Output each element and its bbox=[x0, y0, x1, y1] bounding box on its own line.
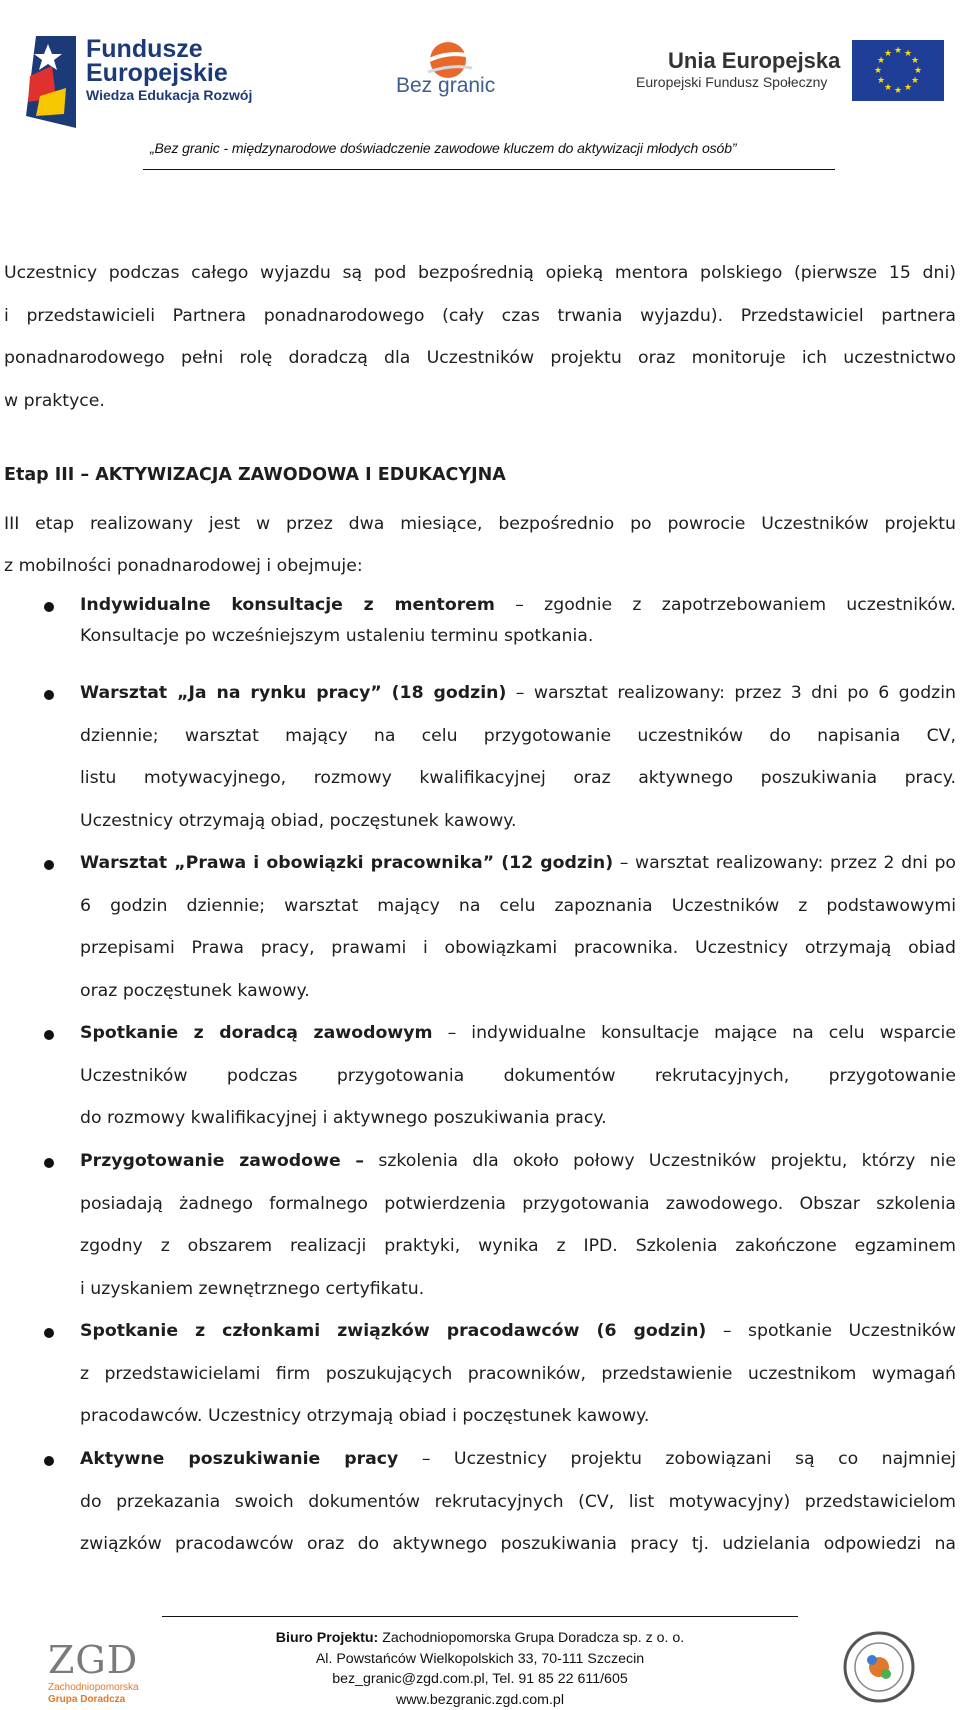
item-text: związków pracodawców oraz do aktywnego poszukiwania pracy tj. udzielania odpowiedzi na bbox=[80, 1523, 956, 1566]
header-divider bbox=[143, 169, 835, 170]
bullet-icon bbox=[44, 690, 54, 700]
svg-text:★: ★ bbox=[894, 86, 902, 96]
svg-text:★: ★ bbox=[884, 83, 892, 93]
svg-text:★: ★ bbox=[904, 83, 912, 93]
item-title: Aktywne poszukiwanie pracy bbox=[80, 1449, 398, 1469]
item-text: listu motywacyjnego, rozmowy kwalifikacyjnej oraz aktywnego poszukiwania pracy. bbox=[80, 757, 956, 800]
footer-email-phone: bez_granic@zgd.com.pl, Tel. 91 85 22 611/605 bbox=[200, 1669, 760, 1690]
paragraph-line: w praktyce. bbox=[4, 380, 956, 423]
eu-flag-icon bbox=[852, 40, 944, 101]
paragraph-line: i przedstawicieli Partnera ponadnarodowego (cały czas trwania wyjazdu). Przedstawiciel partnera bbox=[4, 295, 956, 338]
list-item bbox=[80, 590, 956, 652]
project-tagline: „Bez granic - międzynarodowe doświadczenie zawodowe kluczem do aktywizacji młodych osób” bbox=[150, 140, 736, 156]
fe-logo-line1: Fundusze bbox=[86, 36, 203, 63]
item-title: Przygotowanie zawodowe – bbox=[80, 1151, 364, 1171]
bullet-icon bbox=[44, 860, 54, 870]
zgd-logo-subtitle: Zachodniopomorska bbox=[48, 1682, 139, 1693]
item-text: do rozmowy kwalifikacyjnej i aktywnego poszukiwania pracy. bbox=[80, 1097, 956, 1140]
intro-paragraph bbox=[4, 252, 956, 422]
item-text: – Uczestnicy projektu zobowiązani są co najmniej bbox=[422, 1449, 956, 1469]
bullet-icon bbox=[44, 1158, 54, 1168]
item-text: przepisami Prawa pracy, prawami i obowiązkami pracownika. Uczestnicy otrzymają obiad bbox=[80, 927, 956, 970]
item-text: dziennie; warsztat mający na celu przygotowanie uczestników do napisania CV, bbox=[80, 715, 956, 758]
item-text: oraz poczęstunek kawowy. bbox=[80, 970, 956, 1013]
paragraph-line: III etap realizowany jest w przez dwa miesiące, bezpośrednio po powrocie Uczestników projektu bbox=[4, 503, 956, 545]
list-item bbox=[80, 672, 956, 842]
svg-text:★: ★ bbox=[884, 49, 892, 59]
item-title: Warsztat „Ja na rynku pracy” (18 godzin) bbox=[80, 683, 506, 703]
item-text: pracodawców. Uczestnicy otrzymają obiad i poczęstunek kawowy. bbox=[80, 1395, 956, 1438]
svg-text:★: ★ bbox=[877, 76, 885, 86]
footer-divider bbox=[162, 1616, 798, 1617]
paragraph-line: z mobilności ponadnarodowej i obejmuje: bbox=[4, 545, 956, 587]
item-text: Uczestników podczas przygotowania dokumentów rekrutacyjnych, przygotowanie bbox=[80, 1055, 956, 1098]
item-text: – warsztat realizowany: przez 3 dni po 6 godzin bbox=[516, 683, 956, 703]
item-text: z przedstawicielami firm poszukujących pracowników, przedstawienie uczestnikom wymagań bbox=[80, 1353, 956, 1396]
section-heading: Etap III – AKTYWIZACJA ZAWODOWA I EDUKACYJNA bbox=[4, 465, 506, 485]
zgd-logo: ZGD bbox=[48, 1638, 138, 1682]
svg-text:★: ★ bbox=[894, 46, 902, 56]
bullet-icon bbox=[44, 1328, 54, 1338]
integration-centre-seal-icon bbox=[842, 1630, 916, 1704]
item-text: zgodny z obszarem realizacji praktyki, wynika z IPD. Szkolenia zakończone egzaminem bbox=[80, 1225, 956, 1268]
footer-contact bbox=[200, 1628, 760, 1710]
paragraph-line: ponadnarodowego pełni rolę doradczą dla Uczestników projektu oraz monitoruje ich uczestnictwo bbox=[4, 337, 956, 380]
svg-text:★: ★ bbox=[874, 66, 882, 76]
item-text: – warsztat realizowany: przez 2 dni po bbox=[620, 853, 956, 873]
ue-logo-subtitle: Europejski Fundusz Społeczny bbox=[636, 74, 827, 90]
fe-logo-line3: Wiedza Edukacja Rozwój bbox=[86, 87, 252, 103]
item-text: i uzyskaniem zewnętrznego certyfikatu. bbox=[80, 1268, 956, 1311]
svg-text:★: ★ bbox=[914, 66, 922, 76]
footer-address: Al. Powstańców Wielkopolskich 33, 70-111 Szczecin bbox=[200, 1649, 760, 1670]
item-text: – zgodnie z zapotrzebowaniem uczestników. bbox=[515, 595, 956, 615]
list-item bbox=[80, 1310, 956, 1438]
svg-text:★: ★ bbox=[904, 49, 912, 59]
item-text: szkolenia dla około połowy Uczestników projektu, którzy nie bbox=[378, 1151, 956, 1171]
list-item bbox=[80, 842, 956, 1012]
item-title: Warsztat „Prawa i obowiązki pracownika” (12 godzin) bbox=[80, 853, 613, 873]
list-item bbox=[80, 1438, 956, 1566]
item-text: 6 godzin dziennie; warsztat mający na celu zapoznania Uczestników z podstawowymi bbox=[80, 885, 956, 928]
footer-website-link[interactable]: www.bezgranic.zgd.com.pl bbox=[200, 1690, 760, 1710]
fe-flag-icon bbox=[26, 36, 76, 128]
ue-logo-title: Unia Europejska bbox=[668, 48, 840, 74]
bullet-icon bbox=[44, 1030, 54, 1040]
item-text: Konsultacje po wcześniejszym ustaleniu terminu spotkania. bbox=[80, 621, 956, 652]
item-text: posiadają żadnego formalnego potwierdzenia przygotowania zawodowego. Obszar szkolenia bbox=[80, 1183, 956, 1226]
footer-office-label: Biuro Projektu: bbox=[276, 1630, 378, 1646]
bullet-icon bbox=[44, 602, 54, 612]
list-item bbox=[80, 1012, 956, 1140]
item-title: Indywidualne konsultacje z mentorem bbox=[80, 595, 495, 615]
item-text: Uczestnicy otrzymają obiad, poczęstunek kawowy. bbox=[80, 800, 956, 843]
bullet-icon bbox=[44, 1456, 54, 1466]
svg-text:★: ★ bbox=[911, 76, 919, 86]
item-text: – spotkanie Uczestników bbox=[723, 1321, 956, 1341]
bez-granic-logo-text: Bez granic bbox=[396, 74, 495, 98]
fe-logo-line2: Europejskie bbox=[86, 60, 228, 87]
item-title: Spotkanie z członkami związków pracodawców (6 godzin) bbox=[80, 1321, 706, 1341]
item-text: do przekazania swoich dokumentów rekrutacyjnych (CV, list motywacyjny) przedstawicielom bbox=[80, 1481, 956, 1524]
item-text: – indywidualne konsultacje mające na celu wsparcie bbox=[448, 1023, 956, 1043]
footer-office-name: Zachodniopomorska Grupa Doradcza sp. z o. o. bbox=[378, 1630, 684, 1646]
svg-text:★: ★ bbox=[911, 56, 919, 66]
list-item bbox=[80, 1140, 956, 1310]
svg-text:★: ★ bbox=[877, 56, 885, 66]
stage-description bbox=[4, 503, 956, 587]
paragraph-line: Uczestnicy podczas całego wyjazdu są pod bezpośrednią opieką mentora polskiego (pierwsze 15 dni) bbox=[4, 252, 956, 295]
zgd-logo-subtitle: Grupa Doradcza bbox=[48, 1694, 125, 1705]
item-title: Spotkanie z doradcą zawodowym bbox=[80, 1023, 433, 1043]
